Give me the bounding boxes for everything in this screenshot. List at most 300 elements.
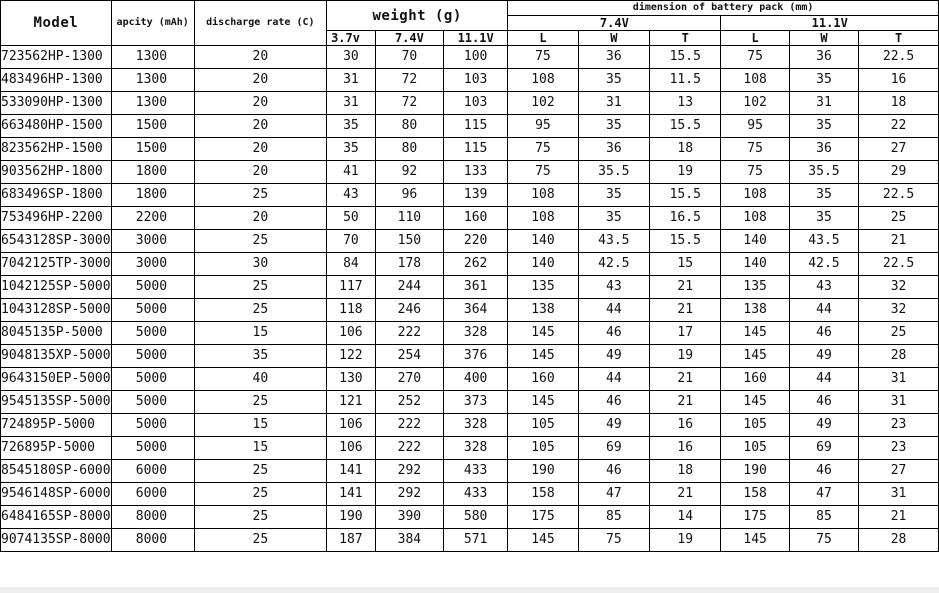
cell-width-7-4v: 35 [578, 69, 649, 92]
table-row [1, 207, 939, 230]
cell-model: 903562HP-1800 [1, 161, 112, 184]
cell-length-11-1v: 108 [721, 207, 789, 230]
cell-length-11-1v: 108 [721, 184, 789, 207]
cell-weight-3-7v: 31 [327, 92, 376, 115]
cell-width-7-4v: 43 [578, 276, 649, 299]
cell-model: 9545135SP-5000 [1, 391, 112, 414]
cell-weight-11-1v: 139 [444, 184, 508, 207]
table-row [1, 529, 939, 552]
cell-width-7-4v: 47 [578, 483, 649, 506]
table-row [1, 460, 939, 483]
header-model: Model [1, 1, 112, 46]
cell-length-11-1v: 138 [721, 299, 789, 322]
cell-thickness-7-4v: 21 [650, 276, 721, 299]
cell-thickness-11-1v: 32 [859, 299, 939, 322]
table-row [1, 437, 939, 460]
cell-discharge-rate: 20 [194, 92, 327, 115]
cell-discharge-rate: 25 [194, 483, 327, 506]
cell-capacity: 8000 [111, 529, 194, 552]
cell-discharge-rate: 40 [194, 368, 327, 391]
cell-discharge-rate: 25 [194, 460, 327, 483]
cell-weight-11-1v: 100 [444, 46, 508, 69]
cell-length-11-1v: 160 [721, 368, 789, 391]
cell-width-7-4v: 42.5 [578, 253, 649, 276]
cell-discharge-rate: 25 [194, 276, 327, 299]
cell-width-11-1v: 35 [789, 184, 858, 207]
cell-length-7-4v: 145 [508, 345, 578, 368]
cell-capacity: 5000 [111, 437, 194, 460]
cell-weight-3-7v: 141 [327, 483, 376, 506]
cell-length-7-4v: 108 [508, 69, 578, 92]
cell-length-11-1v: 158 [721, 483, 789, 506]
cell-weight-7-4v: 150 [375, 230, 443, 253]
cell-capacity: 1800 [111, 161, 194, 184]
cell-weight-11-1v: 133 [444, 161, 508, 184]
cell-thickness-11-1v: 22 [859, 115, 939, 138]
cell-weight-3-7v: 106 [327, 437, 376, 460]
cell-length-7-4v: 95 [508, 115, 578, 138]
cell-capacity: 1800 [111, 184, 194, 207]
cell-capacity: 5000 [111, 322, 194, 345]
cell-width-11-1v: 85 [789, 506, 858, 529]
cell-thickness-7-4v: 13 [650, 92, 721, 115]
table-row [1, 368, 939, 391]
cell-width-7-4v: 46 [578, 391, 649, 414]
cell-capacity: 1300 [111, 92, 194, 115]
cell-weight-11-1v: 433 [444, 483, 508, 506]
cell-model: 9546148SP-6000 [1, 483, 112, 506]
cell-thickness-11-1v: 22.5 [859, 253, 939, 276]
cell-weight-7-4v: 110 [375, 207, 443, 230]
cell-weight-3-7v: 121 [327, 391, 376, 414]
cell-capacity: 5000 [111, 414, 194, 437]
header-thickness-11-1v: T [859, 31, 939, 46]
cell-thickness-7-4v: 21 [650, 391, 721, 414]
cell-width-7-4v: 31 [578, 92, 649, 115]
cell-thickness-7-4v: 19 [650, 529, 721, 552]
header-dimension: dimension of battery pack (mm) [508, 1, 939, 16]
cell-weight-3-7v: 118 [327, 299, 376, 322]
cell-width-7-4v: 46 [578, 460, 649, 483]
cell-length-7-4v: 75 [508, 161, 578, 184]
cell-weight-11-1v: 580 [444, 506, 508, 529]
cell-thickness-11-1v: 31 [859, 483, 939, 506]
cell-discharge-rate: 30 [194, 253, 327, 276]
cell-discharge-rate: 25 [194, 184, 327, 207]
cell-width-7-4v: 85 [578, 506, 649, 529]
cell-length-7-4v: 138 [508, 299, 578, 322]
cell-width-11-1v: 36 [789, 138, 858, 161]
cell-thickness-11-1v: 27 [859, 138, 939, 161]
cell-width-7-4v: 36 [578, 138, 649, 161]
cell-thickness-7-4v: 11.5 [650, 69, 721, 92]
cell-weight-7-4v: 254 [375, 345, 443, 368]
cell-capacity: 1500 [111, 115, 194, 138]
cell-weight-7-4v: 292 [375, 460, 443, 483]
cell-weight-3-7v: 122 [327, 345, 376, 368]
cell-capacity: 1500 [111, 138, 194, 161]
cell-weight-3-7v: 84 [327, 253, 376, 276]
horizontal-scroll-area[interactable] [0, 587, 939, 593]
cell-length-7-4v: 75 [508, 46, 578, 69]
cell-thickness-11-1v: 25 [859, 207, 939, 230]
header-weight: weight (g) [327, 1, 508, 31]
cell-thickness-11-1v: 27 [859, 460, 939, 483]
cell-length-7-4v: 140 [508, 230, 578, 253]
header-width-7-4v: W [578, 31, 649, 46]
cell-length-11-1v: 75 [721, 138, 789, 161]
cell-weight-7-4v: 244 [375, 276, 443, 299]
cell-thickness-7-4v: 15.5 [650, 184, 721, 207]
cell-capacity: 5000 [111, 299, 194, 322]
cell-model: 8045135P-5000 [1, 322, 112, 345]
cell-length-7-4v: 160 [508, 368, 578, 391]
cell-capacity: 8000 [111, 506, 194, 529]
cell-length-11-1v: 102 [721, 92, 789, 115]
cell-weight-7-4v: 80 [375, 138, 443, 161]
cell-thickness-7-4v: 17 [650, 322, 721, 345]
cell-thickness-7-4v: 15 [650, 253, 721, 276]
cell-length-7-4v: 175 [508, 506, 578, 529]
cell-thickness-11-1v: 16 [859, 69, 939, 92]
cell-model: 726895P-5000 [1, 437, 112, 460]
cell-thickness-11-1v: 23 [859, 414, 939, 437]
table-row [1, 230, 939, 253]
cell-width-11-1v: 35 [789, 69, 858, 92]
cell-width-11-1v: 31 [789, 92, 858, 115]
cell-model: 6543128SP-3000 [1, 230, 112, 253]
cell-width-11-1v: 35.5 [789, 161, 858, 184]
cell-weight-11-1v: 364 [444, 299, 508, 322]
table-row [1, 138, 939, 161]
cell-discharge-rate: 20 [194, 46, 327, 69]
cell-length-7-4v: 75 [508, 138, 578, 161]
cell-capacity: 3000 [111, 253, 194, 276]
cell-length-11-1v: 95 [721, 115, 789, 138]
header-dimension-7-4v: 7.4V [508, 16, 721, 31]
cell-weight-3-7v: 31 [327, 69, 376, 92]
cell-thickness-11-1v: 22.5 [859, 46, 939, 69]
cell-thickness-7-4v: 14 [650, 506, 721, 529]
cell-weight-7-4v: 178 [375, 253, 443, 276]
cell-discharge-rate: 20 [194, 69, 327, 92]
cell-weight-3-7v: 130 [327, 368, 376, 391]
cell-width-11-1v: 36 [789, 46, 858, 69]
header-weight-3-7v: 3.7v [327, 31, 376, 46]
table-row [1, 46, 939, 69]
cell-model: 8545180SP-6000 [1, 460, 112, 483]
cell-weight-11-1v: 373 [444, 391, 508, 414]
table-row [1, 184, 939, 207]
cell-weight-11-1v: 328 [444, 414, 508, 437]
cell-width-11-1v: 35 [789, 207, 858, 230]
cell-weight-11-1v: 376 [444, 345, 508, 368]
cell-weight-11-1v: 115 [444, 115, 508, 138]
cell-capacity: 5000 [111, 345, 194, 368]
table-row [1, 299, 939, 322]
table-header [1, 1, 939, 46]
cell-length-7-4v: 190 [508, 460, 578, 483]
cell-thickness-7-4v: 18 [650, 138, 721, 161]
cell-weight-11-1v: 400 [444, 368, 508, 391]
cell-thickness-7-4v: 21 [650, 483, 721, 506]
cell-capacity: 5000 [111, 368, 194, 391]
table-row [1, 161, 939, 184]
cell-length-7-4v: 102 [508, 92, 578, 115]
cell-width-11-1v: 42.5 [789, 253, 858, 276]
cell-weight-11-1v: 328 [444, 437, 508, 460]
cell-discharge-rate: 15 [194, 437, 327, 460]
cell-model: 663480HP-1500 [1, 115, 112, 138]
cell-width-7-4v: 35 [578, 115, 649, 138]
cell-width-7-4v: 44 [578, 368, 649, 391]
cell-capacity: 2200 [111, 207, 194, 230]
cell-weight-7-4v: 92 [375, 161, 443, 184]
cell-capacity: 5000 [111, 276, 194, 299]
cell-width-11-1v: 49 [789, 414, 858, 437]
cell-length-11-1v: 190 [721, 460, 789, 483]
table-row [1, 414, 939, 437]
cell-weight-11-1v: 160 [444, 207, 508, 230]
cell-model: 9048135XP-5000 [1, 345, 112, 368]
cell-thickness-11-1v: 21 [859, 230, 939, 253]
cell-model: 1042125SP-5000 [1, 276, 112, 299]
cell-length-11-1v: 135 [721, 276, 789, 299]
cell-width-7-4v: 75 [578, 529, 649, 552]
header-width-11-1v: W [789, 31, 858, 46]
cell-capacity: 6000 [111, 460, 194, 483]
cell-weight-3-7v: 190 [327, 506, 376, 529]
cell-model: 9074135SP-8000 [1, 529, 112, 552]
cell-width-11-1v: 43 [789, 276, 858, 299]
cell-capacity: 6000 [111, 483, 194, 506]
cell-length-7-4v: 135 [508, 276, 578, 299]
cell-thickness-11-1v: 23 [859, 437, 939, 460]
cell-weight-11-1v: 361 [444, 276, 508, 299]
cell-weight-7-4v: 252 [375, 391, 443, 414]
table-row [1, 391, 939, 414]
cell-discharge-rate: 25 [194, 391, 327, 414]
cell-width-11-1v: 46 [789, 391, 858, 414]
header-weight-7-4v: 7.4V [375, 31, 443, 46]
cell-length-11-1v: 105 [721, 437, 789, 460]
cell-length-7-4v: 158 [508, 483, 578, 506]
cell-thickness-7-4v: 19 [650, 345, 721, 368]
cell-length-11-1v: 145 [721, 391, 789, 414]
cell-thickness-11-1v: 28 [859, 529, 939, 552]
header-length-11-1v: L [721, 31, 789, 46]
cell-length-7-4v: 145 [508, 322, 578, 345]
cell-width-11-1v: 44 [789, 368, 858, 391]
cell-model: 1043128SP-5000 [1, 299, 112, 322]
header-capacity: apcity (mAh) [111, 1, 194, 46]
cell-thickness-7-4v: 15.5 [650, 115, 721, 138]
cell-weight-7-4v: 222 [375, 437, 443, 460]
table-row [1, 322, 939, 345]
cell-weight-3-7v: 141 [327, 460, 376, 483]
table-row [1, 506, 939, 529]
cell-weight-7-4v: 222 [375, 322, 443, 345]
table-row [1, 69, 939, 92]
cell-length-11-1v: 175 [721, 506, 789, 529]
cell-thickness-7-4v: 21 [650, 368, 721, 391]
cell-width-7-4v: 69 [578, 437, 649, 460]
cell-length-11-1v: 75 [721, 46, 789, 69]
cell-model: 823562HP-1500 [1, 138, 112, 161]
cell-model: 7042125TP-3000 [1, 253, 112, 276]
cell-width-11-1v: 46 [789, 322, 858, 345]
cell-length-11-1v: 105 [721, 414, 789, 437]
cell-model: 533090HP-1300 [1, 92, 112, 115]
cell-length-11-1v: 140 [721, 230, 789, 253]
cell-weight-3-7v: 70 [327, 230, 376, 253]
cell-weight-7-4v: 384 [375, 529, 443, 552]
cell-weight-3-7v: 41 [327, 161, 376, 184]
cell-length-7-4v: 108 [508, 207, 578, 230]
cell-length-7-4v: 145 [508, 391, 578, 414]
cell-weight-3-7v: 35 [327, 138, 376, 161]
cell-capacity: 3000 [111, 230, 194, 253]
cell-length-7-4v: 105 [508, 437, 578, 460]
header-length-7-4v: L [508, 31, 578, 46]
cell-discharge-rate: 35 [194, 345, 327, 368]
header-weight-11-1v: 11.1V [444, 31, 508, 46]
cell-weight-3-7v: 106 [327, 414, 376, 437]
cell-model: 9643150EP-5000 [1, 368, 112, 391]
cell-weight-3-7v: 43 [327, 184, 376, 207]
cell-weight-7-4v: 72 [375, 69, 443, 92]
table-row [1, 115, 939, 138]
cell-model: 6484165SP-8000 [1, 506, 112, 529]
cell-model: 723562HP-1300 [1, 46, 112, 69]
cell-thickness-11-1v: 31 [859, 368, 939, 391]
cell-model: 483496HP-1300 [1, 69, 112, 92]
cell-thickness-11-1v: 29 [859, 161, 939, 184]
table-row [1, 276, 939, 299]
cell-model: 724895P-5000 [1, 414, 112, 437]
cell-capacity: 1300 [111, 69, 194, 92]
cell-weight-11-1v: 115 [444, 138, 508, 161]
cell-thickness-7-4v: 16.5 [650, 207, 721, 230]
cell-length-7-4v: 140 [508, 253, 578, 276]
cell-weight-11-1v: 571 [444, 529, 508, 552]
cell-length-11-1v: 140 [721, 253, 789, 276]
header-thickness-7-4v: T [650, 31, 721, 46]
cell-weight-7-4v: 70 [375, 46, 443, 69]
cell-thickness-11-1v: 21 [859, 506, 939, 529]
cell-thickness-7-4v: 16 [650, 414, 721, 437]
cell-thickness-7-4v: 18 [650, 460, 721, 483]
cell-thickness-7-4v: 15.5 [650, 46, 721, 69]
cell-length-11-1v: 145 [721, 529, 789, 552]
cell-length-11-1v: 108 [721, 69, 789, 92]
cell-width-7-4v: 46 [578, 322, 649, 345]
cell-width-11-1v: 49 [789, 345, 858, 368]
cell-model: 683496SP-1800 [1, 184, 112, 207]
cell-weight-3-7v: 187 [327, 529, 376, 552]
cell-weight-7-4v: 270 [375, 368, 443, 391]
cell-weight-3-7v: 30 [327, 46, 376, 69]
cell-thickness-7-4v: 21 [650, 299, 721, 322]
cell-weight-11-1v: 103 [444, 69, 508, 92]
table-row [1, 483, 939, 506]
cell-discharge-rate: 15 [194, 322, 327, 345]
table-row [1, 92, 939, 115]
cell-width-11-1v: 43.5 [789, 230, 858, 253]
cell-thickness-11-1v: 25 [859, 322, 939, 345]
cell-weight-11-1v: 262 [444, 253, 508, 276]
cell-discharge-rate: 25 [194, 299, 327, 322]
table-row [1, 253, 939, 276]
cell-length-11-1v: 145 [721, 345, 789, 368]
cell-weight-3-7v: 50 [327, 207, 376, 230]
cell-length-11-1v: 145 [721, 322, 789, 345]
cell-weight-3-7v: 117 [327, 276, 376, 299]
cell-weight-7-4v: 222 [375, 414, 443, 437]
cell-weight-7-4v: 292 [375, 483, 443, 506]
cell-discharge-rate: 20 [194, 161, 327, 184]
header-dimension-11-1v: 11.1V [721, 16, 939, 31]
cell-discharge-rate: 25 [194, 506, 327, 529]
header-discharge-rate: discharge rate (C) [194, 1, 327, 46]
cell-weight-7-4v: 72 [375, 92, 443, 115]
cell-weight-11-1v: 103 [444, 92, 508, 115]
cell-width-7-4v: 35 [578, 207, 649, 230]
cell-weight-11-1v: 328 [444, 322, 508, 345]
cell-width-7-4v: 43.5 [578, 230, 649, 253]
cell-thickness-11-1v: 31 [859, 391, 939, 414]
cell-discharge-rate: 25 [194, 529, 327, 552]
table-row [1, 345, 939, 368]
cell-weight-7-4v: 96 [375, 184, 443, 207]
cell-width-11-1v: 75 [789, 529, 858, 552]
cell-width-7-4v: 49 [578, 345, 649, 368]
cell-width-7-4v: 35.5 [578, 161, 649, 184]
cell-thickness-11-1v: 28 [859, 345, 939, 368]
cell-width-7-4v: 36 [578, 46, 649, 69]
cell-weight-3-7v: 106 [327, 322, 376, 345]
cell-discharge-rate: 15 [194, 414, 327, 437]
cell-discharge-rate: 20 [194, 138, 327, 161]
cell-weight-3-7v: 35 [327, 115, 376, 138]
cell-weight-11-1v: 220 [444, 230, 508, 253]
cell-width-7-4v: 49 [578, 414, 649, 437]
cell-width-11-1v: 69 [789, 437, 858, 460]
cell-width-7-4v: 44 [578, 299, 649, 322]
cell-capacity: 5000 [111, 391, 194, 414]
cell-length-7-4v: 105 [508, 414, 578, 437]
cell-weight-7-4v: 80 [375, 115, 443, 138]
cell-discharge-rate: 20 [194, 207, 327, 230]
cell-discharge-rate: 25 [194, 230, 327, 253]
cell-thickness-7-4v: 16 [650, 437, 721, 460]
cell-width-7-4v: 35 [578, 184, 649, 207]
cell-model: 753496HP-2200 [1, 207, 112, 230]
table-body [1, 46, 939, 552]
cell-length-7-4v: 108 [508, 184, 578, 207]
cell-thickness-11-1v: 32 [859, 276, 939, 299]
cell-discharge-rate: 20 [194, 115, 327, 138]
cell-thickness-11-1v: 22.5 [859, 184, 939, 207]
cell-width-11-1v: 47 [789, 483, 858, 506]
cell-width-11-1v: 44 [789, 299, 858, 322]
cell-thickness-7-4v: 15.5 [650, 230, 721, 253]
cell-length-7-4v: 145 [508, 529, 578, 552]
cell-thickness-7-4v: 19 [650, 161, 721, 184]
cell-weight-7-4v: 246 [375, 299, 443, 322]
cell-width-11-1v: 35 [789, 115, 858, 138]
cell-length-11-1v: 75 [721, 161, 789, 184]
